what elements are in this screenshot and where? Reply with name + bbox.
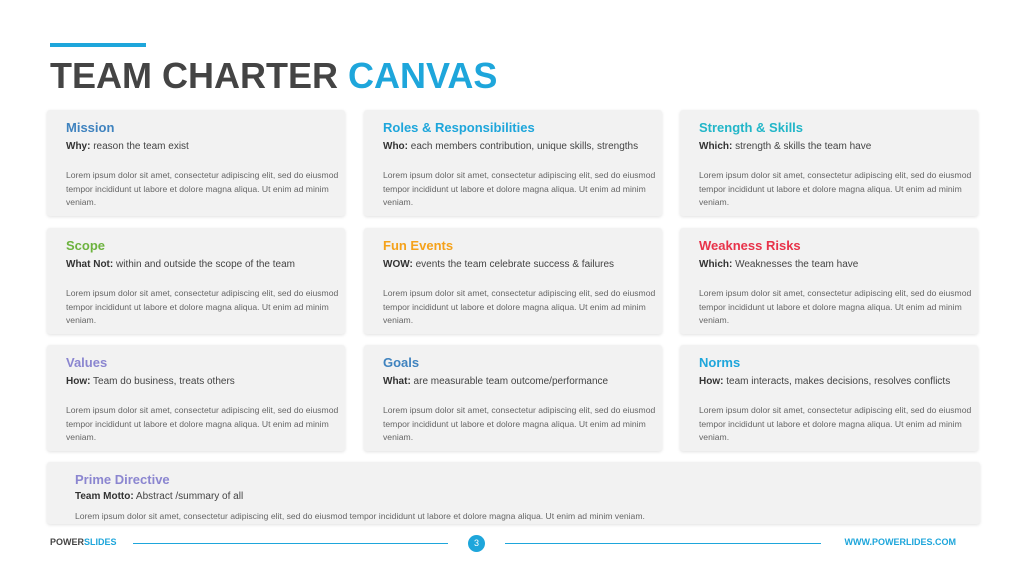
- card-values: [47, 345, 345, 451]
- card-body: Lorem ipsum dolor sit amet, consectetur adipiscing elit, sed do eiusmod tempor incididunt ut labore et dolore magna aliqua. Ut enim ad minim veniam.: [66, 170, 339, 207]
- card-norms: [680, 345, 978, 451]
- card-subtitle: Team Motto: Abstract /summary of all: [75, 491, 244, 502]
- card-title: Values: [66, 355, 108, 370]
- footer-brand: POWERSLIDES: [50, 537, 117, 547]
- card-title: Norms: [699, 355, 741, 370]
- card-subtitle: Who: each members contribution, unique skills, strengths: [383, 141, 639, 152]
- card-body: Lorem ipsum dolor sit amet, consectetur adipiscing elit, sed do eiusmod tempor incididunt ut labore et dolore magna aliqua. Ut enim ad minim veniam.: [699, 170, 972, 207]
- card-subtitle: Which: strength & skills the team have: [699, 141, 872, 152]
- card-body: Lorem ipsum dolor sit amet, consectetur adipiscing elit, sed do eiusmod tempor incididunt ut labore et dolore magna aliqua. Ut enim ad minim veniam.: [699, 405, 972, 442]
- page-title-part1: TEAM CHARTER: [50, 55, 348, 96]
- card-subtitle: How: team interacts, makes decisions, resolves conflicts: [699, 376, 951, 387]
- card-title: Strength & Skills: [699, 120, 804, 135]
- card-goals: [364, 345, 662, 451]
- card-title: Prime Directive: [75, 472, 170, 487]
- footer-divider-right: [505, 543, 821, 544]
- title-accent-bar: [50, 43, 146, 47]
- card-body: Lorem ipsum dolor sit amet, consectetur adipiscing elit, sed do eiusmod tempor incididunt ut labore et dolore magna aliqua. Ut enim ad minim veniam.: [383, 170, 656, 207]
- card-fun-events: [364, 228, 662, 334]
- card-body: Lorem ipsum dolor sit amet, consectetur adipiscing elit, sed do eiusmod tempor incididunt ut labore et dolore magna aliqua. Ut enim ad minim veniam.: [66, 405, 339, 442]
- card-title: Scope: [66, 238, 106, 253]
- card-subtitle: Why: reason the team exist: [66, 141, 189, 152]
- card-title: Weakness Risks: [699, 238, 801, 253]
- card-weakness-risks: [680, 228, 978, 334]
- card-body: Lorem ipsum dolor sit amet, consectetur adipiscing elit, sed do eiusmod tempor incididunt ut labore et dolore magna aliqua. Ut enim ad minim veniam.: [66, 288, 339, 325]
- card-prime-directive: [47, 462, 980, 524]
- page-title: [50, 56, 497, 96]
- card-title: Fun Events: [383, 238, 454, 253]
- page-title-part2: CANVAS: [347, 55, 498, 96]
- card-subtitle: What: are measurable team outcome/performance: [383, 376, 609, 387]
- card-subtitle: How: Team do business, treats others: [66, 376, 235, 387]
- card-body: Lorem ipsum dolor sit amet, consectetur adipiscing elit, sed do eiusmod tempor incididunt ut labore et dolore magna aliqua. Ut enim ad minim veniam.: [699, 288, 972, 325]
- card-subtitle: WOW: events the team celebrate success & failures: [383, 259, 615, 270]
- card-scope: [47, 228, 345, 334]
- card-body: Lorem ipsum dolor sit amet, consectetur adipiscing elit, sed do eiusmod tempor incididunt ut labore et dolore magna aliqua. Ut enim ad minim veniam.: [383, 288, 656, 325]
- card-title: Mission: [66, 120, 115, 135]
- footer-url[interactable]: WWW.POWERLIDES.COM: [844, 537, 956, 547]
- footer-divider-left: [133, 543, 448, 544]
- card-title: Goals: [383, 355, 420, 370]
- page-number: 3: [468, 535, 485, 552]
- card-subtitle: Which: Weaknesses the team have: [699, 259, 859, 270]
- card-body: Lorem ipsum dolor sit amet, consectetur adipiscing elit, sed do eiusmod tempor incididunt ut labore et dolore magna aliqua. Ut enim ad minim veniam.: [383, 405, 656, 442]
- card-title: Roles & Responsibilities: [383, 120, 535, 135]
- card-roles-responsibilities: [364, 110, 662, 216]
- card-body: Lorem ipsum dolor sit amet, consectetur adipiscing elit, sed do eiusmod tempor incididunt ut labore et dolore magna aliqua. Ut enim ad minim veniam.: [75, 511, 645, 521]
- card-strength-skills: [680, 110, 978, 216]
- card-mission: [47, 110, 345, 216]
- card-subtitle: What Not: within and outside the scope of the team: [66, 259, 296, 270]
